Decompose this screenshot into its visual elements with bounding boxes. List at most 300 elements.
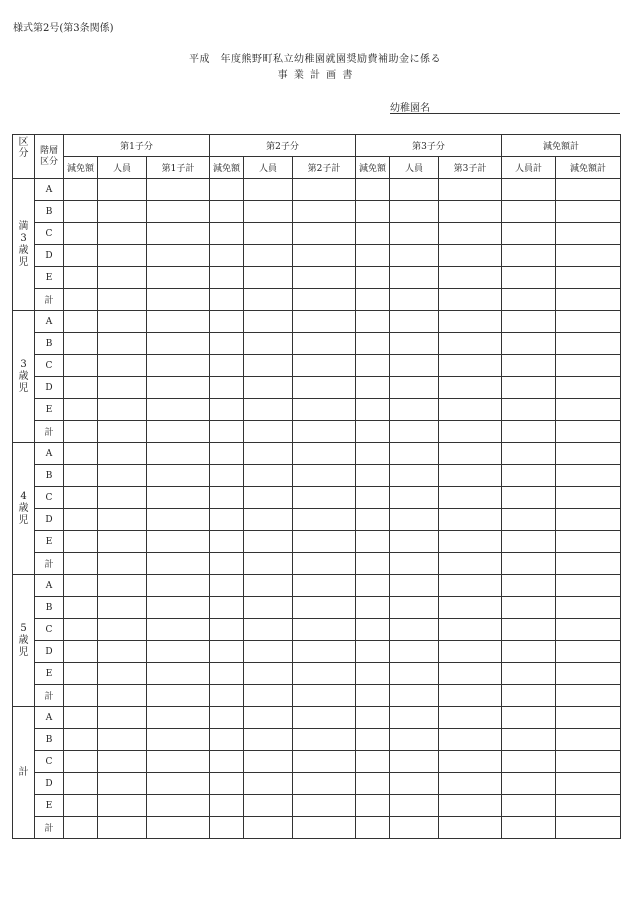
entry-cell[interactable] xyxy=(502,289,556,311)
entry-cell[interactable] xyxy=(244,509,293,531)
entry-cell[interactable] xyxy=(98,817,147,839)
entry-cell[interactable] xyxy=(293,333,356,355)
entry-cell[interactable] xyxy=(439,245,502,267)
entry-cell[interactable] xyxy=(147,179,210,201)
entry-cell[interactable] xyxy=(390,817,439,839)
entry-cell[interactable] xyxy=(502,179,556,201)
entry-cell[interactable] xyxy=(98,685,147,707)
entry-cell[interactable] xyxy=(244,817,293,839)
entry-cell[interactable] xyxy=(210,663,244,685)
entry-cell[interactable] xyxy=(64,333,98,355)
entry-cell[interactable] xyxy=(147,619,210,641)
entry-cell[interactable] xyxy=(210,685,244,707)
entry-cell[interactable] xyxy=(98,355,147,377)
entry-cell[interactable] xyxy=(439,751,502,773)
entry-cell[interactable] xyxy=(356,267,390,289)
entry-cell[interactable] xyxy=(390,245,439,267)
entry-cell[interactable] xyxy=(244,575,293,597)
entry-cell[interactable] xyxy=(556,421,621,443)
entry-cell[interactable] xyxy=(390,443,439,465)
entry-cell[interactable] xyxy=(293,509,356,531)
entry-cell[interactable] xyxy=(390,355,439,377)
entry-cell[interactable] xyxy=(147,751,210,773)
entry-cell[interactable] xyxy=(439,707,502,729)
entry-cell[interactable] xyxy=(293,223,356,245)
entry-cell[interactable] xyxy=(293,267,356,289)
entry-cell[interactable] xyxy=(210,509,244,531)
entry-cell[interactable] xyxy=(210,707,244,729)
entry-cell[interactable] xyxy=(98,421,147,443)
entry-cell[interactable] xyxy=(210,531,244,553)
entry-cell[interactable] xyxy=(210,245,244,267)
entry-cell[interactable] xyxy=(147,509,210,531)
entry-cell[interactable] xyxy=(210,817,244,839)
entry-cell[interactable] xyxy=(439,223,502,245)
entry-cell[interactable] xyxy=(147,817,210,839)
entry-cell[interactable] xyxy=(64,729,98,751)
entry-cell[interactable] xyxy=(244,355,293,377)
entry-cell[interactable] xyxy=(556,487,621,509)
entry-cell[interactable] xyxy=(556,509,621,531)
entry-cell[interactable] xyxy=(64,707,98,729)
entry-cell[interactable] xyxy=(439,179,502,201)
entry-cell[interactable] xyxy=(147,707,210,729)
entry-cell[interactable] xyxy=(502,795,556,817)
entry-cell[interactable] xyxy=(210,443,244,465)
entry-cell[interactable] xyxy=(293,289,356,311)
entry-cell[interactable] xyxy=(390,751,439,773)
entry-cell[interactable] xyxy=(556,729,621,751)
entry-cell[interactable] xyxy=(147,465,210,487)
entry-cell[interactable] xyxy=(502,685,556,707)
entry-cell[interactable] xyxy=(244,465,293,487)
entry-cell[interactable] xyxy=(502,751,556,773)
entry-cell[interactable] xyxy=(98,245,147,267)
entry-cell[interactable] xyxy=(244,333,293,355)
entry-cell[interactable] xyxy=(356,443,390,465)
entry-cell[interactable] xyxy=(293,575,356,597)
entry-cell[interactable] xyxy=(556,531,621,553)
entry-cell[interactable] xyxy=(502,201,556,223)
entry-cell[interactable] xyxy=(64,685,98,707)
entry-cell[interactable] xyxy=(210,597,244,619)
entry-cell[interactable] xyxy=(98,751,147,773)
entry-cell[interactable] xyxy=(244,729,293,751)
entry-cell[interactable] xyxy=(556,465,621,487)
entry-cell[interactable] xyxy=(244,201,293,223)
entry-cell[interactable] xyxy=(390,795,439,817)
entry-cell[interactable] xyxy=(64,179,98,201)
entry-cell[interactable] xyxy=(439,333,502,355)
entry-cell[interactable] xyxy=(439,289,502,311)
entry-cell[interactable] xyxy=(210,619,244,641)
entry-cell[interactable] xyxy=(356,685,390,707)
entry-cell[interactable] xyxy=(293,179,356,201)
entry-cell[interactable] xyxy=(439,729,502,751)
entry-cell[interactable] xyxy=(64,817,98,839)
entry-cell[interactable] xyxy=(244,487,293,509)
entry-cell[interactable] xyxy=(147,773,210,795)
entry-cell[interactable] xyxy=(439,597,502,619)
entry-cell[interactable] xyxy=(293,399,356,421)
entry-cell[interactable] xyxy=(556,685,621,707)
entry-cell[interactable] xyxy=(98,311,147,333)
entry-cell[interactable] xyxy=(293,751,356,773)
entry-cell[interactable] xyxy=(356,289,390,311)
entry-cell[interactable] xyxy=(147,553,210,575)
entry-cell[interactable] xyxy=(439,355,502,377)
entry-cell[interactable] xyxy=(98,795,147,817)
entry-cell[interactable] xyxy=(210,421,244,443)
entry-cell[interactable] xyxy=(210,575,244,597)
entry-cell[interactable] xyxy=(244,685,293,707)
entry-cell[interactable] xyxy=(356,179,390,201)
entry-cell[interactable] xyxy=(64,245,98,267)
entry-cell[interactable] xyxy=(356,201,390,223)
entry-cell[interactable] xyxy=(556,179,621,201)
entry-cell[interactable] xyxy=(147,641,210,663)
entry-cell[interactable] xyxy=(64,641,98,663)
entry-cell[interactable] xyxy=(439,465,502,487)
entry-cell[interactable] xyxy=(64,289,98,311)
entry-cell[interactable] xyxy=(64,355,98,377)
entry-cell[interactable] xyxy=(293,465,356,487)
entry-cell[interactable] xyxy=(390,553,439,575)
entry-cell[interactable] xyxy=(502,311,556,333)
entry-cell[interactable] xyxy=(439,663,502,685)
entry-cell[interactable] xyxy=(98,201,147,223)
entry-cell[interactable] xyxy=(244,267,293,289)
entry-cell[interactable] xyxy=(64,443,98,465)
entry-cell[interactable] xyxy=(147,223,210,245)
entry-cell[interactable] xyxy=(502,575,556,597)
entry-cell[interactable] xyxy=(439,531,502,553)
entry-cell[interactable] xyxy=(356,751,390,773)
entry-cell[interactable] xyxy=(244,707,293,729)
entry-cell[interactable] xyxy=(502,531,556,553)
entry-cell[interactable] xyxy=(293,663,356,685)
entry-cell[interactable] xyxy=(210,399,244,421)
entry-cell[interactable] xyxy=(293,685,356,707)
entry-cell[interactable] xyxy=(556,245,621,267)
entry-cell[interactable] xyxy=(293,311,356,333)
entry-cell[interactable] xyxy=(210,641,244,663)
entry-cell[interactable] xyxy=(98,641,147,663)
entry-cell[interactable] xyxy=(98,553,147,575)
entry-cell[interactable] xyxy=(502,223,556,245)
entry-cell[interactable] xyxy=(390,201,439,223)
entry-cell[interactable] xyxy=(98,729,147,751)
entry-cell[interactable] xyxy=(98,773,147,795)
entry-cell[interactable] xyxy=(390,267,439,289)
entry-cell[interactable] xyxy=(98,333,147,355)
entry-cell[interactable] xyxy=(293,355,356,377)
entry-cell[interactable] xyxy=(356,553,390,575)
entry-cell[interactable] xyxy=(244,443,293,465)
entry-cell[interactable] xyxy=(439,773,502,795)
entry-cell[interactable] xyxy=(556,333,621,355)
entry-cell[interactable] xyxy=(147,355,210,377)
entry-cell[interactable] xyxy=(210,465,244,487)
entry-cell[interactable] xyxy=(98,465,147,487)
entry-cell[interactable] xyxy=(502,465,556,487)
entry-cell[interactable] xyxy=(502,421,556,443)
entry-cell[interactable] xyxy=(147,729,210,751)
entry-cell[interactable] xyxy=(439,641,502,663)
entry-cell[interactable] xyxy=(244,223,293,245)
entry-cell[interactable] xyxy=(502,663,556,685)
entry-cell[interactable] xyxy=(210,751,244,773)
entry-cell[interactable] xyxy=(244,553,293,575)
entry-cell[interactable] xyxy=(64,795,98,817)
entry-cell[interactable] xyxy=(390,597,439,619)
entry-cell[interactable] xyxy=(390,399,439,421)
entry-cell[interactable] xyxy=(502,641,556,663)
entry-cell[interactable] xyxy=(210,487,244,509)
entry-cell[interactable] xyxy=(390,377,439,399)
entry-cell[interactable] xyxy=(293,641,356,663)
entry-cell[interactable] xyxy=(390,641,439,663)
entry-cell[interactable] xyxy=(556,311,621,333)
entry-cell[interactable] xyxy=(244,289,293,311)
entry-cell[interactable] xyxy=(356,355,390,377)
entry-cell[interactable] xyxy=(556,223,621,245)
entry-cell[interactable] xyxy=(147,289,210,311)
entry-cell[interactable] xyxy=(439,619,502,641)
entry-cell[interactable] xyxy=(356,377,390,399)
entry-cell[interactable] xyxy=(98,509,147,531)
entry-cell[interactable] xyxy=(439,267,502,289)
entry-cell[interactable] xyxy=(147,531,210,553)
entry-cell[interactable] xyxy=(556,597,621,619)
entry-cell[interactable] xyxy=(556,267,621,289)
entry-cell[interactable] xyxy=(390,729,439,751)
entry-cell[interactable] xyxy=(244,773,293,795)
entry-cell[interactable] xyxy=(356,333,390,355)
entry-cell[interactable] xyxy=(556,399,621,421)
entry-cell[interactable] xyxy=(356,421,390,443)
entry-cell[interactable] xyxy=(356,399,390,421)
entry-cell[interactable] xyxy=(244,663,293,685)
entry-cell[interactable] xyxy=(356,707,390,729)
entry-cell[interactable] xyxy=(98,267,147,289)
entry-cell[interactable] xyxy=(293,245,356,267)
entry-cell[interactable] xyxy=(356,663,390,685)
entry-cell[interactable] xyxy=(293,619,356,641)
entry-cell[interactable] xyxy=(356,795,390,817)
entry-cell[interactable] xyxy=(98,575,147,597)
entry-cell[interactable] xyxy=(293,597,356,619)
entry-cell[interactable] xyxy=(98,223,147,245)
kindergarten-name-field[interactable] xyxy=(390,99,620,114)
entry-cell[interactable] xyxy=(356,729,390,751)
entry-cell[interactable] xyxy=(556,817,621,839)
entry-cell[interactable] xyxy=(244,751,293,773)
entry-cell[interactable] xyxy=(147,575,210,597)
entry-cell[interactable] xyxy=(356,465,390,487)
entry-cell[interactable] xyxy=(147,663,210,685)
entry-cell[interactable] xyxy=(293,443,356,465)
entry-cell[interactable] xyxy=(439,795,502,817)
entry-cell[interactable] xyxy=(356,487,390,509)
entry-cell[interactable] xyxy=(98,399,147,421)
entry-cell[interactable] xyxy=(64,223,98,245)
entry-cell[interactable] xyxy=(64,377,98,399)
entry-cell[interactable] xyxy=(98,619,147,641)
entry-cell[interactable] xyxy=(502,729,556,751)
entry-cell[interactable] xyxy=(356,597,390,619)
entry-cell[interactable] xyxy=(293,817,356,839)
entry-cell[interactable] xyxy=(210,355,244,377)
entry-cell[interactable] xyxy=(210,267,244,289)
entry-cell[interactable] xyxy=(356,641,390,663)
entry-cell[interactable] xyxy=(390,619,439,641)
entry-cell[interactable] xyxy=(390,575,439,597)
entry-cell[interactable] xyxy=(64,663,98,685)
entry-cell[interactable] xyxy=(390,685,439,707)
entry-cell[interactable] xyxy=(210,311,244,333)
entry-cell[interactable] xyxy=(98,531,147,553)
entry-cell[interactable] xyxy=(502,773,556,795)
entry-cell[interactable] xyxy=(244,399,293,421)
entry-cell[interactable] xyxy=(356,619,390,641)
entry-cell[interactable] xyxy=(210,773,244,795)
entry-cell[interactable] xyxy=(356,245,390,267)
entry-cell[interactable] xyxy=(439,443,502,465)
entry-cell[interactable] xyxy=(147,443,210,465)
entry-cell[interactable] xyxy=(439,487,502,509)
entry-cell[interactable] xyxy=(439,685,502,707)
entry-cell[interactable] xyxy=(293,707,356,729)
entry-cell[interactable] xyxy=(210,333,244,355)
entry-cell[interactable] xyxy=(556,663,621,685)
entry-cell[interactable] xyxy=(356,509,390,531)
entry-cell[interactable] xyxy=(147,795,210,817)
entry-cell[interactable] xyxy=(98,377,147,399)
entry-cell[interactable] xyxy=(390,663,439,685)
entry-cell[interactable] xyxy=(64,487,98,509)
entry-cell[interactable] xyxy=(244,311,293,333)
entry-cell[interactable] xyxy=(98,289,147,311)
entry-cell[interactable] xyxy=(210,553,244,575)
entry-cell[interactable] xyxy=(556,201,621,223)
entry-cell[interactable] xyxy=(502,267,556,289)
entry-cell[interactable] xyxy=(98,443,147,465)
entry-cell[interactable] xyxy=(293,377,356,399)
entry-cell[interactable] xyxy=(390,531,439,553)
entry-cell[interactable] xyxy=(64,751,98,773)
entry-cell[interactable] xyxy=(147,267,210,289)
entry-cell[interactable] xyxy=(293,487,356,509)
entry-cell[interactable] xyxy=(556,443,621,465)
entry-cell[interactable] xyxy=(64,465,98,487)
entry-cell[interactable] xyxy=(556,553,621,575)
entry-cell[interactable] xyxy=(293,531,356,553)
entry-cell[interactable] xyxy=(556,355,621,377)
entry-cell[interactable] xyxy=(556,751,621,773)
entry-cell[interactable] xyxy=(293,773,356,795)
entry-cell[interactable] xyxy=(64,509,98,531)
entry-cell[interactable] xyxy=(64,201,98,223)
entry-cell[interactable] xyxy=(556,575,621,597)
entry-cell[interactable] xyxy=(147,245,210,267)
entry-cell[interactable] xyxy=(390,465,439,487)
entry-cell[interactable] xyxy=(210,201,244,223)
entry-cell[interactable] xyxy=(556,707,621,729)
entry-cell[interactable] xyxy=(502,399,556,421)
entry-cell[interactable] xyxy=(390,487,439,509)
entry-cell[interactable] xyxy=(502,619,556,641)
entry-cell[interactable] xyxy=(244,795,293,817)
entry-cell[interactable] xyxy=(147,487,210,509)
entry-cell[interactable] xyxy=(147,311,210,333)
entry-cell[interactable] xyxy=(293,553,356,575)
entry-cell[interactable] xyxy=(244,641,293,663)
entry-cell[interactable] xyxy=(556,773,621,795)
entry-cell[interactable] xyxy=(147,597,210,619)
entry-cell[interactable] xyxy=(356,531,390,553)
entry-cell[interactable] xyxy=(556,289,621,311)
entry-cell[interactable] xyxy=(64,773,98,795)
entry-cell[interactable] xyxy=(64,267,98,289)
entry-cell[interactable] xyxy=(244,531,293,553)
entry-cell[interactable] xyxy=(502,509,556,531)
entry-cell[interactable] xyxy=(390,223,439,245)
entry-cell[interactable] xyxy=(502,597,556,619)
entry-cell[interactable] xyxy=(502,817,556,839)
entry-cell[interactable] xyxy=(439,201,502,223)
entry-cell[interactable] xyxy=(502,443,556,465)
entry-cell[interactable] xyxy=(390,707,439,729)
entry-cell[interactable] xyxy=(556,619,621,641)
entry-cell[interactable] xyxy=(502,333,556,355)
entry-cell[interactable] xyxy=(244,245,293,267)
entry-cell[interactable] xyxy=(98,487,147,509)
entry-cell[interactable] xyxy=(439,575,502,597)
entry-cell[interactable] xyxy=(147,399,210,421)
entry-cell[interactable] xyxy=(502,553,556,575)
entry-cell[interactable] xyxy=(244,597,293,619)
entry-cell[interactable] xyxy=(439,311,502,333)
entry-cell[interactable] xyxy=(64,575,98,597)
entry-cell[interactable] xyxy=(64,619,98,641)
entry-cell[interactable] xyxy=(64,597,98,619)
entry-cell[interactable] xyxy=(390,179,439,201)
entry-cell[interactable] xyxy=(356,575,390,597)
entry-cell[interactable] xyxy=(210,289,244,311)
entry-cell[interactable] xyxy=(64,399,98,421)
entry-cell[interactable] xyxy=(502,245,556,267)
entry-cell[interactable] xyxy=(556,795,621,817)
entry-cell[interactable] xyxy=(64,421,98,443)
entry-cell[interactable] xyxy=(293,421,356,443)
entry-cell[interactable] xyxy=(390,311,439,333)
entry-cell[interactable] xyxy=(244,377,293,399)
entry-cell[interactable] xyxy=(64,531,98,553)
entry-cell[interactable] xyxy=(293,729,356,751)
entry-cell[interactable] xyxy=(356,311,390,333)
entry-cell[interactable] xyxy=(293,795,356,817)
entry-cell[interactable] xyxy=(147,685,210,707)
entry-cell[interactable] xyxy=(439,421,502,443)
entry-cell[interactable] xyxy=(439,399,502,421)
entry-cell[interactable] xyxy=(502,487,556,509)
entry-cell[interactable] xyxy=(64,553,98,575)
entry-cell[interactable] xyxy=(390,773,439,795)
entry-cell[interactable] xyxy=(390,509,439,531)
entry-cell[interactable] xyxy=(502,377,556,399)
entry-cell[interactable] xyxy=(356,773,390,795)
